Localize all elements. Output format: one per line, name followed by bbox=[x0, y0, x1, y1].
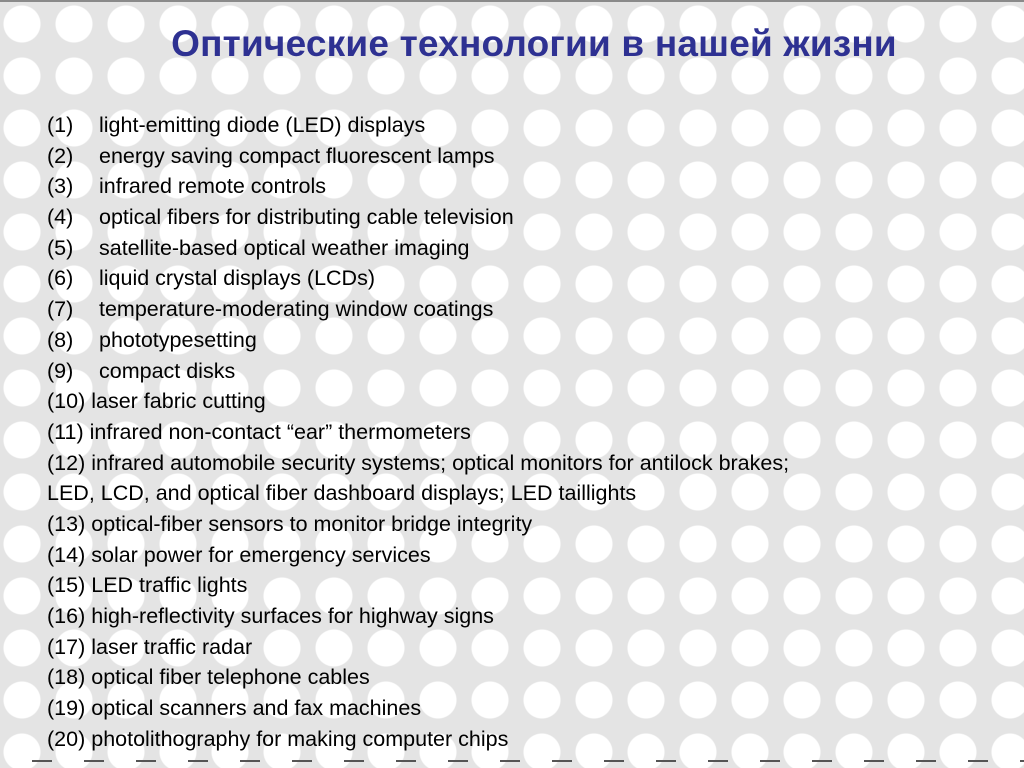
list-item bbox=[47, 540, 1007, 571]
item-number: (11) bbox=[47, 419, 84, 444]
list-item bbox=[47, 417, 1007, 448]
list-item bbox=[47, 356, 1007, 387]
item-text: solar power for emergency services bbox=[91, 542, 431, 567]
item-number: (13) bbox=[47, 511, 86, 536]
item-text: photolithography for making computer chips bbox=[91, 726, 509, 751]
item-text: high-reflectivity surfaces for highway signs bbox=[91, 604, 494, 628]
item-number: (14) bbox=[47, 542, 86, 567]
technology-list bbox=[47, 110, 1007, 754]
item-number: (17) bbox=[47, 634, 86, 659]
list-item bbox=[47, 601, 1007, 632]
item-number: (20) bbox=[47, 726, 86, 751]
item-text: optical fiber telephone cables bbox=[91, 665, 370, 690]
list-item bbox=[47, 509, 1007, 540]
item-number: (12) bbox=[47, 450, 86, 475]
item-text: laser traffic radar bbox=[91, 634, 253, 659]
list-item bbox=[47, 325, 1007, 356]
item-number: (19) bbox=[47, 696, 86, 721]
item-number: (8) bbox=[47, 327, 74, 352]
item-number: (9) bbox=[47, 358, 74, 383]
list-item bbox=[47, 632, 1007, 663]
item-number: (15) bbox=[47, 573, 86, 598]
item-number: (7) bbox=[47, 297, 74, 322]
item-number: (4) bbox=[47, 205, 74, 230]
item-number: (5) bbox=[47, 235, 74, 260]
list-item bbox=[47, 386, 1007, 417]
list-item bbox=[47, 263, 1007, 294]
bottom-dashed-divider bbox=[0, 760, 1024, 762]
list-item bbox=[47, 202, 1007, 233]
list-item-continuation bbox=[47, 478, 1007, 509]
item-number: (16) bbox=[47, 604, 86, 628]
list-item bbox=[47, 448, 1007, 479]
list-item bbox=[47, 570, 1007, 601]
item-text: liquid crystal displays (LCDs) bbox=[99, 266, 375, 291]
item-text: energy saving compact fluorescent lamps bbox=[99, 143, 495, 168]
item-number: (1) bbox=[47, 113, 74, 137]
list-item bbox=[47, 662, 1007, 693]
list-item bbox=[47, 724, 1007, 755]
list-item bbox=[47, 171, 1007, 202]
item-number: (18) bbox=[47, 665, 86, 690]
slide-title: Оптические технологии в нашей жизни bbox=[171, 23, 897, 64]
list-item bbox=[47, 294, 1007, 325]
item-text: laser fabric cutting bbox=[91, 389, 266, 414]
item-text: compact disks bbox=[99, 358, 236, 383]
item-text: optical-fiber sensors to monitor bridge integrity bbox=[91, 511, 533, 536]
item-text: optical scanners and fax machines bbox=[91, 696, 422, 721]
top-border bbox=[0, 0, 1024, 2]
item-number: (10) bbox=[47, 389, 86, 414]
item-text: infrared remote controls bbox=[99, 174, 327, 199]
item-text: optical fibers for distributing cable television bbox=[99, 205, 514, 230]
item-text: infrared automobile security systems; optical monitors for antilock brakes; bbox=[91, 450, 790, 475]
item-text: light-emitting diode (LED) displays bbox=[99, 113, 426, 137]
list-item bbox=[47, 141, 1007, 172]
item-number: (6) bbox=[47, 266, 74, 291]
item-text: temperature-moderating window coatings bbox=[99, 297, 494, 322]
item-number: (2) bbox=[47, 143, 74, 168]
item-text: LED traffic lights bbox=[91, 573, 248, 598]
item-text: LED, LCD, and optical fiber dashboard displays; LED taillights bbox=[47, 481, 637, 506]
item-text: satellite-based optical weather imaging bbox=[99, 235, 470, 260]
list-item bbox=[47, 233, 1007, 264]
item-text: infrared non-contact “ear” thermometers bbox=[89, 419, 471, 444]
item-number: (3) bbox=[47, 174, 74, 199]
list-item bbox=[47, 110, 1007, 141]
list-item bbox=[47, 693, 1007, 724]
item-text: phototypesetting bbox=[99, 327, 257, 352]
